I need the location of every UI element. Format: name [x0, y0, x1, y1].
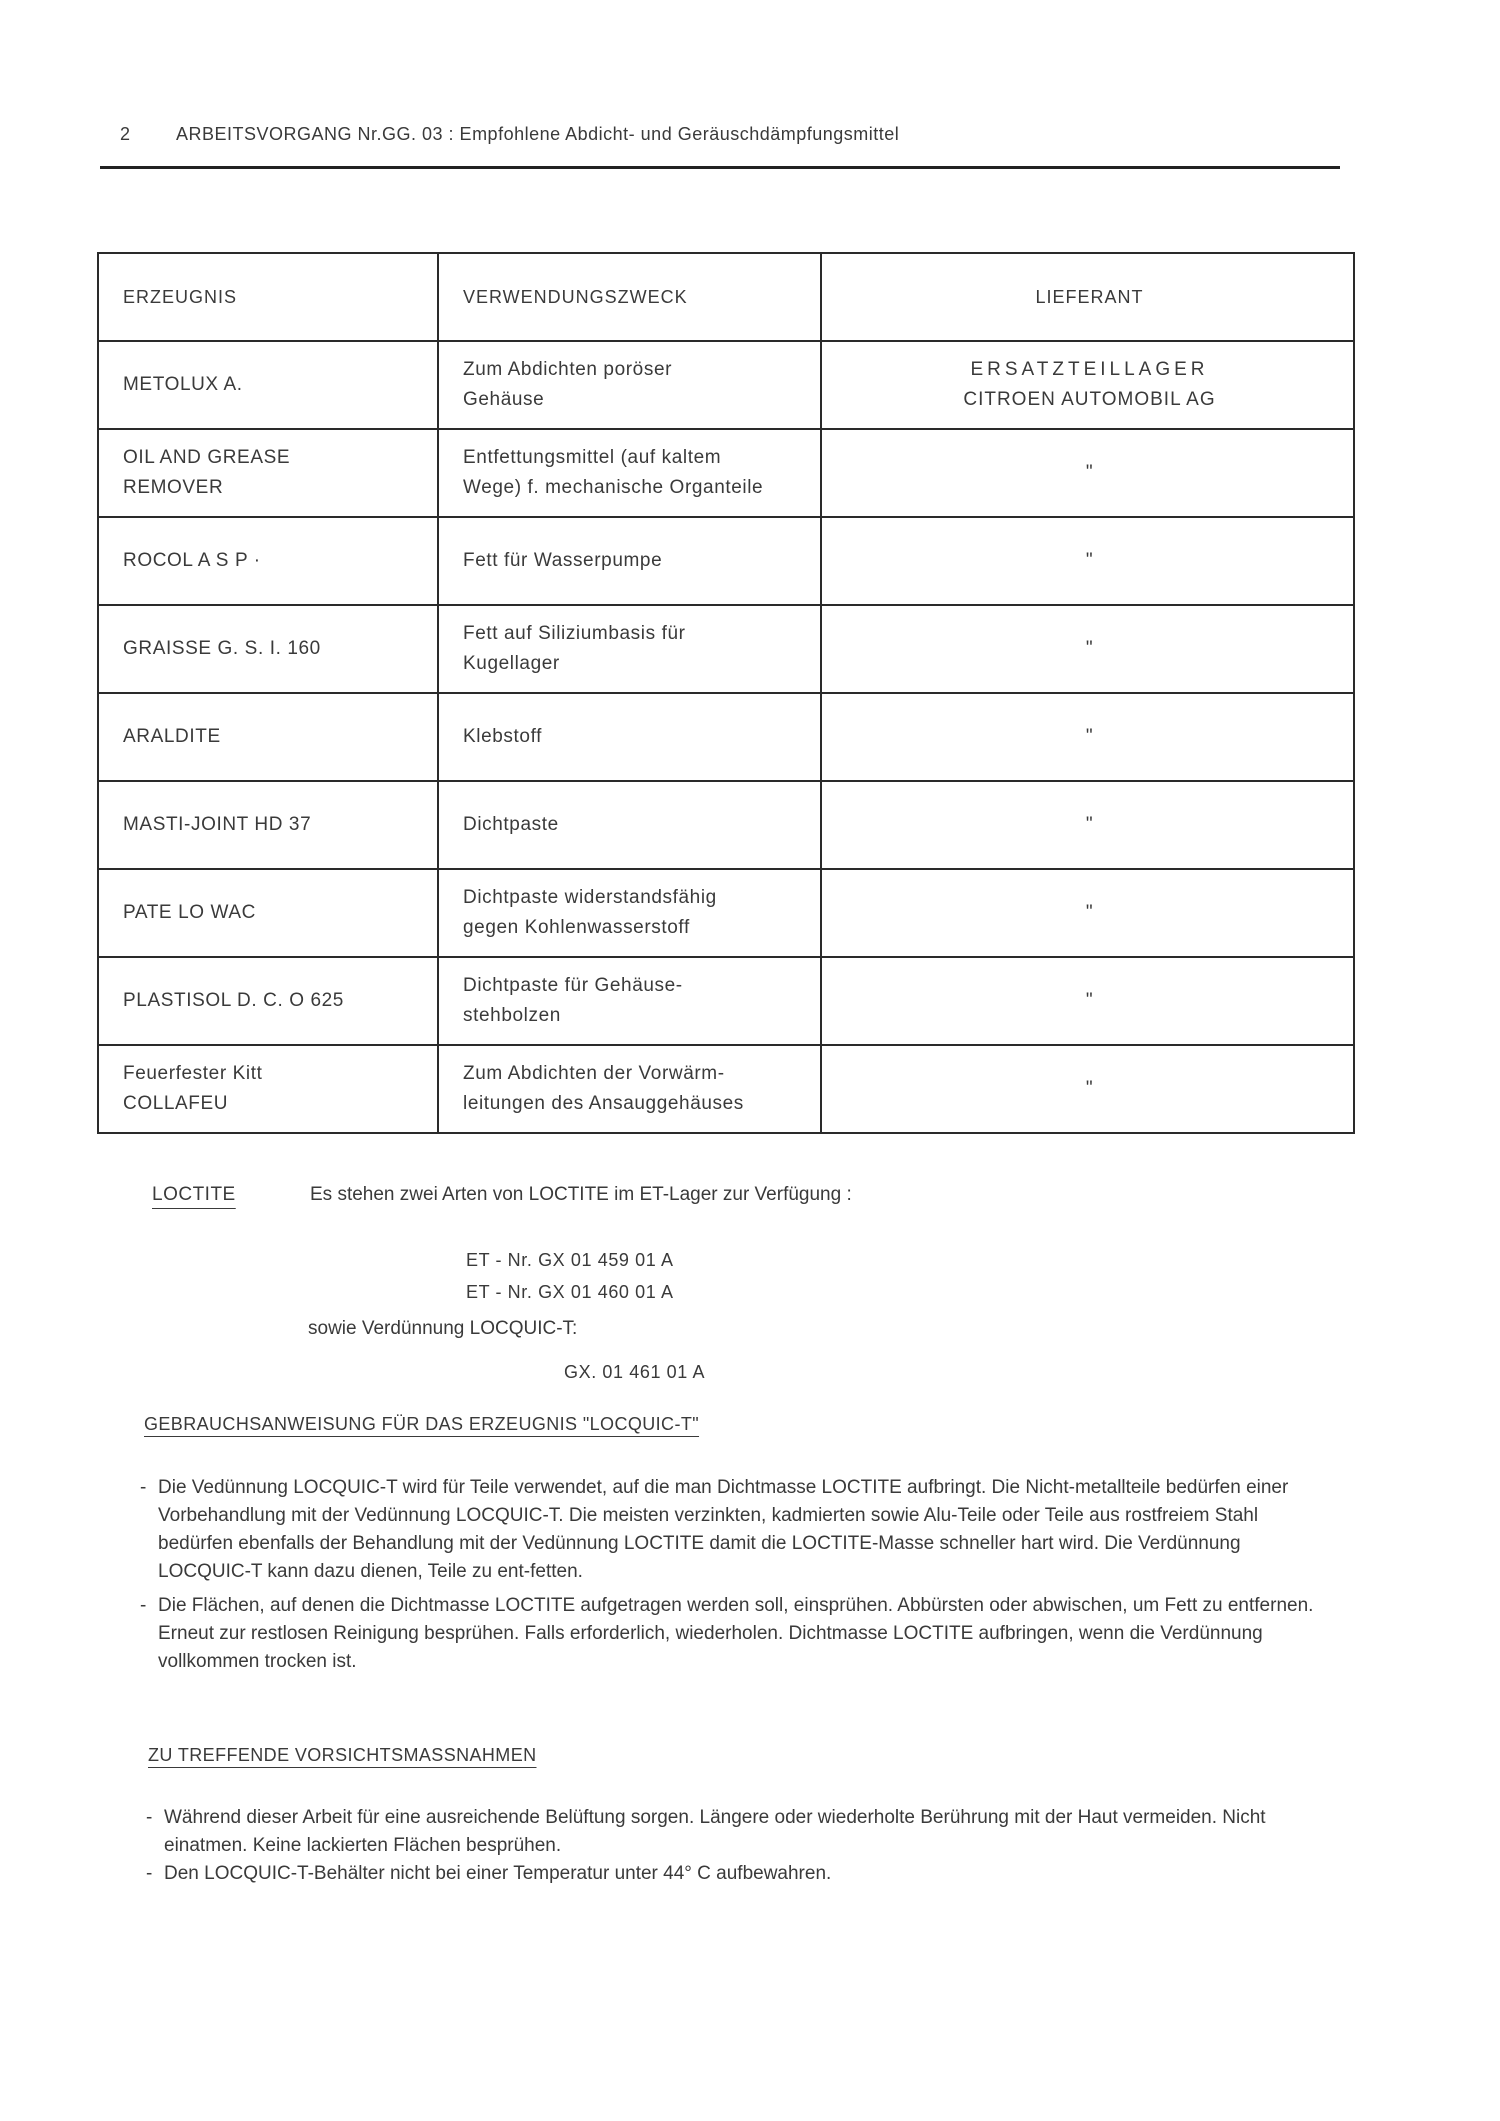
purpose-cell-line: Dichtpaste	[463, 814, 559, 835]
products-table	[97, 252, 1355, 1134]
supplier-cell	[821, 693, 1354, 781]
purpose-cell-line: Kugellager	[463, 653, 560, 674]
purpose-cell-line: Dichtpaste widerstandsfähig	[463, 887, 717, 908]
purpose-cell-line: leitungen des Ansauggehäuses	[463, 1093, 744, 1114]
purpose-cell-line: Klebstoff	[463, 726, 542, 747]
purpose-cell	[438, 429, 821, 517]
supplier-cell-line: "	[1085, 638, 1094, 659]
product-cell	[98, 781, 438, 869]
product-cell	[98, 429, 438, 517]
purpose-cell	[438, 957, 821, 1045]
purpose-cell-line: Wege) f. mechanische Organteile	[463, 477, 764, 498]
supplier-cell-line: "	[1085, 990, 1094, 1011]
precautions-title: ZU TREFFENDE VORSICHTSMASSNAHMEN	[148, 1745, 537, 1765]
supplier-cell-line: ERSATZTEILLAGER	[970, 359, 1209, 380]
purpose-cell-line: stehbolzen	[463, 1005, 561, 1026]
purpose-cell-line: Zum Abdichten poröser	[463, 359, 673, 380]
precautions-list	[146, 1804, 1326, 1888]
column-header-supplier: LIEFERANT	[821, 253, 1354, 341]
supplier-cell	[821, 605, 1354, 693]
purpose-cell-line: gegen Kohlenwasserstoff	[463, 917, 690, 938]
table-row	[98, 341, 1354, 429]
column-header-product: ERZEUGNIS	[98, 253, 438, 341]
purpose-cell	[438, 517, 821, 605]
page-number: 2	[120, 124, 131, 144]
product-cell-line: ARALDITE	[123, 726, 221, 747]
product-cell-line: OIL AND GREASE	[123, 447, 291, 468]
supplier-cell-line: "	[1085, 726, 1094, 747]
table-row	[98, 693, 1354, 781]
purpose-cell	[438, 869, 821, 957]
purpose-cell	[438, 605, 821, 693]
purpose-cell-line: Gehäuse	[463, 389, 545, 410]
product-cell-line: MASTI-JOINT HD 37	[123, 814, 312, 835]
purpose-cell-line: Zum Abdichten der Vorwärm-	[463, 1063, 725, 1084]
supplier-cell-line: "	[1085, 550, 1094, 571]
product-cell-line: METOLUX A.	[123, 374, 243, 395]
list-item-text: Die Vedünnung LOCQUIC-T wird für Teile verwendet, auf die man Dichtmasse LOCTITE aufbringt. Die Nicht-metallteile bedürfen einer Vorbehandlung mit der Vedünnung LOCQUIC-T. Die meisten verzinkten, kadmierten sowie Alu-Teile oder Teile aus rostfreiem Stahl bedürfen ebenfalls der Behandlung mit der Vedünnung LOCTITE damit die LOCTITE-Masse schneller hart wird. Die Verdünnung LOCQUIC-T kann dazu dienen, Teile zu ent-fetten.	[158, 1477, 1289, 1582]
list-item-text: Die Flächen, auf denen die Dichtmasse LOCTITE aufgetragen werden soll, einsprühen. Abbürsten oder abwischen, um Fett zu entfernen. Erneut zur restlosen Reinigung besprühen. Falls erforderlich, wiederholen. Dichtmasse LOCTITE aufbringen, wenn die Verdünnung vollkommen trocken ist.	[158, 1595, 1314, 1672]
et-number: ET - Nr. GX 01 459 01 A	[466, 1250, 674, 1270]
purpose-cell-line: Entfettungsmittel (auf kaltem	[463, 447, 722, 468]
purpose-cell	[438, 1045, 821, 1133]
loctite-label: LOCTITE	[152, 1184, 236, 1205]
table-row	[98, 517, 1354, 605]
loctite-text: Es stehen zwei Arten von LOCTITE im ET-Lager zur Verfügung :	[310, 1184, 852, 1205]
product-cell	[98, 693, 438, 781]
verduennung-text: sowie Verdünnung LOCQUIC-T:	[308, 1318, 578, 1339]
supplier-cell	[821, 517, 1354, 605]
table-row	[98, 957, 1354, 1045]
list-item-text: Den LOCQUIC-T-Behälter nicht bei einer Temperatur unter 44° C aufbewahren.	[164, 1863, 832, 1884]
product-cell	[98, 341, 438, 429]
supplier-cell	[821, 1045, 1354, 1133]
loctite-block	[152, 1184, 852, 1206]
supplier-cell-line: "	[1085, 1078, 1094, 1099]
purpose-cell	[438, 693, 821, 781]
list-item: - Die Flächen, auf denen die Dichtmasse LOCTITE aufgetragen werden soll, einsprühen. Abbürsten oder abwischen, um Fett zu entfernen. Erneut zur restlosen Reinigung besprühen. Falls erforderlich, wiederholen. Dichtmasse LOCTITE aufbringen, wenn die Verdünnung vollkommen trocken ist.	[140, 1595, 1314, 1672]
usage-instructions-list	[140, 1474, 1320, 1676]
page-title: ARBEITSVORGANG Nr.GG. 03 : Empfohlene Abdicht- und Geräuschdämpfungsmittel	[176, 124, 900, 144]
list-item: - Den LOCQUIC-T-Behälter nicht bei einer Temperatur unter 44° C aufbewahren.	[146, 1863, 832, 1884]
supplier-cell	[821, 341, 1354, 429]
purpose-cell	[438, 341, 821, 429]
product-cell	[98, 1045, 438, 1133]
product-cell-line: Feuerfester Kitt	[123, 1063, 263, 1084]
product-cell	[98, 605, 438, 693]
list-item: - Die Vedünnung LOCQUIC-T wird für Teile verwendet, auf die man Dichtmasse LOCTITE aufbringt. Die Nicht-metallteile bedürfen einer Vorbehandlung mit der Vedünnung LOCQUIC-T. Die meisten verzinkten, kadmierten sowie Alu-Teile oder Teile aus rostfreiem Stahl bedürfen ebenfalls der Behandlung mit der Vedünnung LOCTITE damit die LOCTITE-Masse schneller hart wird. Die Verdünnung LOCQUIC-T kann dazu dienen, Teile zu ent-fetten.	[140, 1477, 1289, 1582]
product-cell	[98, 869, 438, 957]
product-cell	[98, 957, 438, 1045]
table-row	[98, 605, 1354, 693]
purpose-cell	[438, 781, 821, 869]
product-cell-line: COLLAFEU	[123, 1093, 229, 1114]
supplier-cell	[821, 429, 1354, 517]
product-cell-line: GRAISSE G. S. I. 160	[123, 638, 321, 659]
header-rule	[100, 166, 1340, 169]
list-item-text: Während dieser Arbeit für eine ausreichende Belüftung sorgen. Längere oder wiederholte Berührung mit der Haut vermeiden. Nicht einatmen. Keine lackierten Flächen besprühen.	[164, 1807, 1266, 1856]
supplier-cell-line: CITROEN AUTOMOBIL AG	[963, 389, 1216, 410]
supplier-cell	[821, 869, 1354, 957]
list-item: - Während dieser Arbeit für eine ausreichende Belüftung sorgen. Längere oder wiederholte Berührung mit der Haut vermeiden. Nicht einatmen. Keine lackierten Flächen besprühen.	[146, 1807, 1266, 1856]
table-row	[98, 781, 1354, 869]
et-number: ET - Nr. GX 01 460 01 A	[466, 1282, 674, 1302]
table-row	[98, 429, 1354, 517]
purpose-cell-line: Dichtpaste für Gehäuse-	[463, 975, 683, 996]
product-cell-line: ROCOL A S P ·	[123, 550, 261, 571]
table-header-row	[98, 253, 1354, 341]
product-cell-line: PATE LO WAC	[123, 902, 256, 923]
purpose-cell-line: Fett für Wasserpumpe	[463, 550, 663, 571]
product-cell	[98, 517, 438, 605]
gx-number: GX. 01 461 01 A	[564, 1362, 706, 1382]
table-row	[98, 869, 1354, 957]
et-number-list	[466, 1244, 674, 1308]
supplier-cell	[821, 957, 1354, 1045]
purpose-cell-line: Fett auf Siliziumbasis für	[463, 623, 686, 644]
supplier-cell	[821, 781, 1354, 869]
supplier-cell-line: "	[1085, 462, 1094, 483]
product-cell-line: PLASTISOL D. C. O 625	[123, 990, 344, 1011]
product-cell-line: REMOVER	[123, 477, 224, 498]
supplier-cell-line: "	[1085, 902, 1094, 923]
table-row	[98, 1045, 1354, 1133]
supplier-cell-line: "	[1085, 814, 1094, 835]
usage-instructions-title: GEBRAUCHSANWEISUNG FÜR DAS ERZEUGNIS "LOCQUIC-T"	[144, 1414, 700, 1434]
column-header-purpose: VERWENDUNGSZWECK	[438, 253, 821, 341]
